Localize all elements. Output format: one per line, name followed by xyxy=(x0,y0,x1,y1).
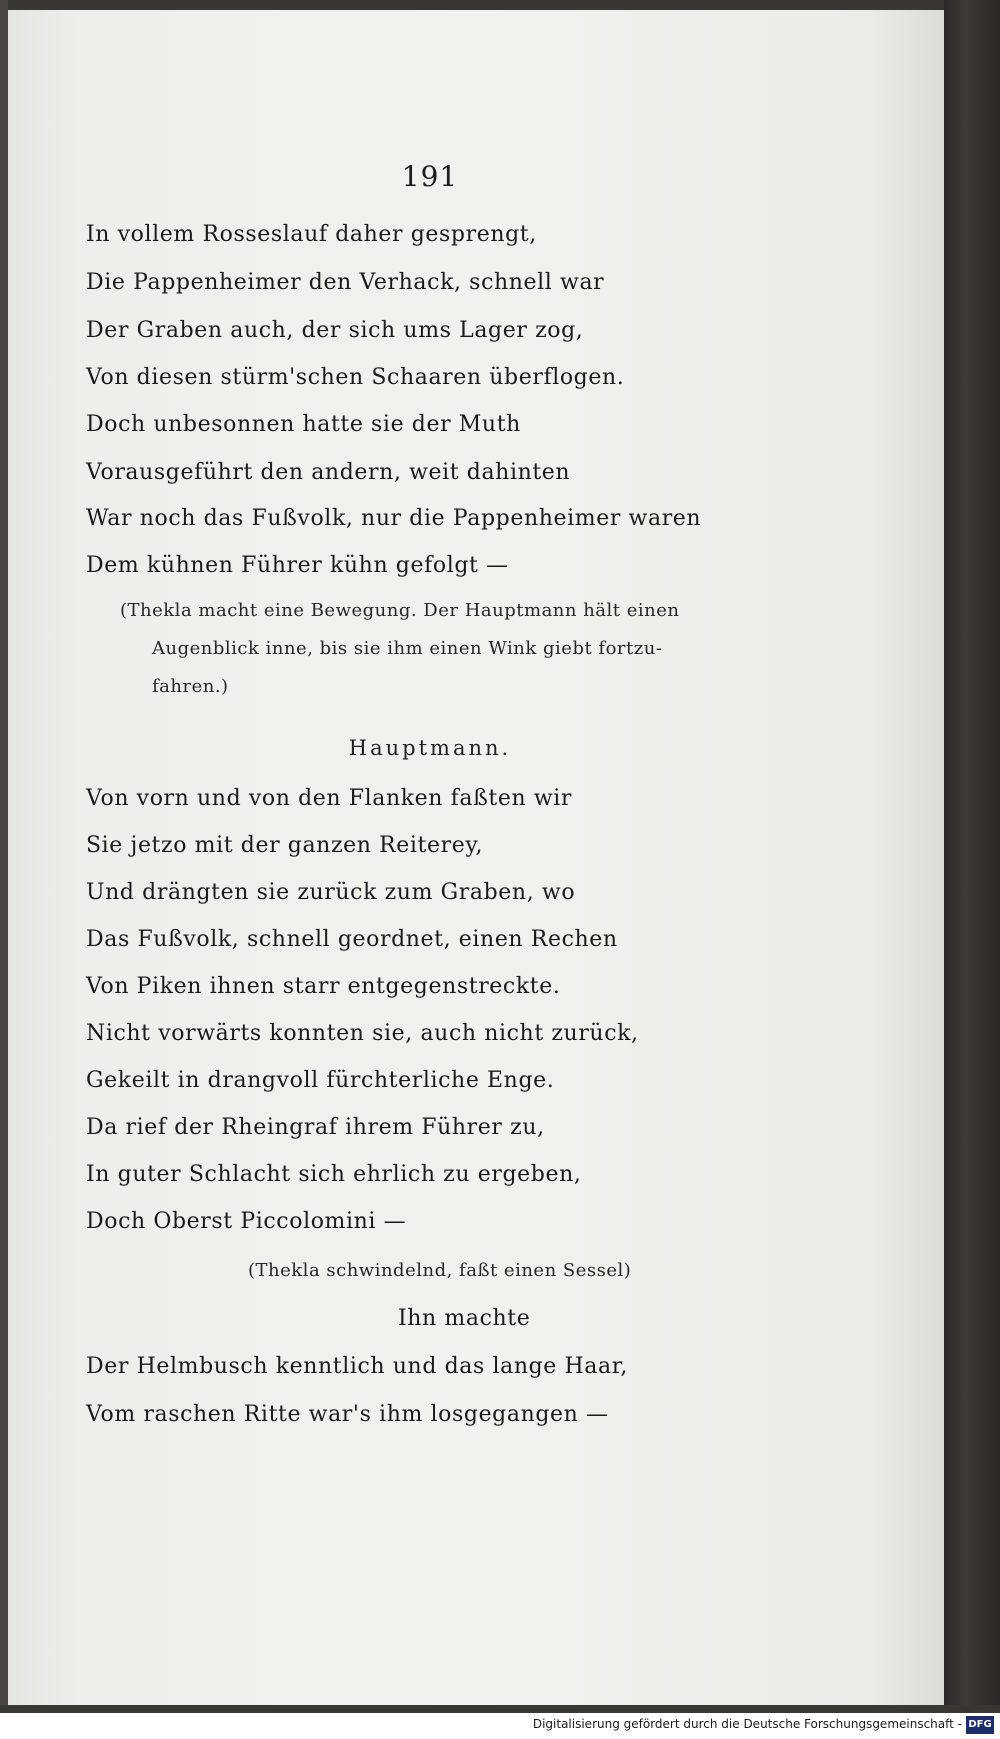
verse-line: Von vorn und von den Flanken faßten wir xyxy=(86,786,573,811)
verse-line: Dem kühnen Führer kühn gefolgt — xyxy=(86,553,509,578)
verse-line: Sie jetzo mit der ganzen Reiterey, xyxy=(86,833,484,858)
verse-line: Das Fußvolk, schnell geordnet, einen Rechen xyxy=(86,927,618,952)
book-top-edge xyxy=(0,0,944,10)
verse-line: Doch unbesonnen hatte sie der Muth xyxy=(86,412,521,437)
page-number: 191 xyxy=(401,160,459,193)
stage-direction-line: (Thekla schwindelnd, faßt einen Sessel) xyxy=(248,1260,632,1281)
speaker-name: Hauptmann. xyxy=(348,736,512,760)
book-left-edge xyxy=(0,0,8,1712)
digitization-credit: Digitalisierung gefördert durch die Deutsche Forschungsgemeinschaft - xyxy=(532,1717,962,1731)
verse-line: Vom raschen Ritte war's ihm losgegangen — xyxy=(86,1402,609,1427)
dfg-logo-icon: DFG xyxy=(966,1716,994,1734)
stage-direction-line: (Thekla macht eine Bewegung. Der Hauptmann hält einen xyxy=(120,600,680,621)
verse-line: Der Helmbusch kenntlich und das lange Haar, xyxy=(86,1354,629,1379)
verse-half-line: Ihn machte xyxy=(398,1306,531,1331)
verse-line: In vollem Rosseslauf daher gesprengt, xyxy=(86,222,537,247)
verse-line: Von Piken ihnen starr entgegenstreckte. xyxy=(86,974,561,999)
verse-line: In guter Schlacht sich ehrlich zu ergeben, xyxy=(86,1162,582,1187)
verse-line: Die Pappenheimer den Verhack, schnell war xyxy=(86,270,605,295)
verse-line: Doch Oberst Piccolomini — xyxy=(86,1209,407,1234)
verse-line: War noch das Fußvolk, nur die Pappenheimer waren xyxy=(86,506,702,531)
verse-line: Nicht vorwärts konnten sie, auch nicht zurück, xyxy=(86,1021,639,1046)
verse-line: Da rief der Rheingraf ihrem Führer zu, xyxy=(86,1115,545,1140)
verse-line: Gekeilt in drangvoll fürchterliche Enge. xyxy=(86,1068,555,1093)
verse-line: Vorausgeführt den andern, weit dahinten xyxy=(86,460,571,485)
stage-direction-line: fahren.) xyxy=(152,676,229,697)
book-spine-edge xyxy=(944,0,1000,1712)
verse-line: Und drängten sie zurück zum Graben, wo xyxy=(86,880,576,905)
book-bottom-edge xyxy=(0,1705,1000,1713)
stage-direction-line: Augenblick inne, bis sie ihm einen Wink giebt fortzu- xyxy=(152,638,663,659)
verse-line: Von diesen stürm'schen Schaaren überflogen. xyxy=(86,365,625,390)
verse-line: Der Graben auch, der sich ums Lager zog, xyxy=(86,318,584,343)
